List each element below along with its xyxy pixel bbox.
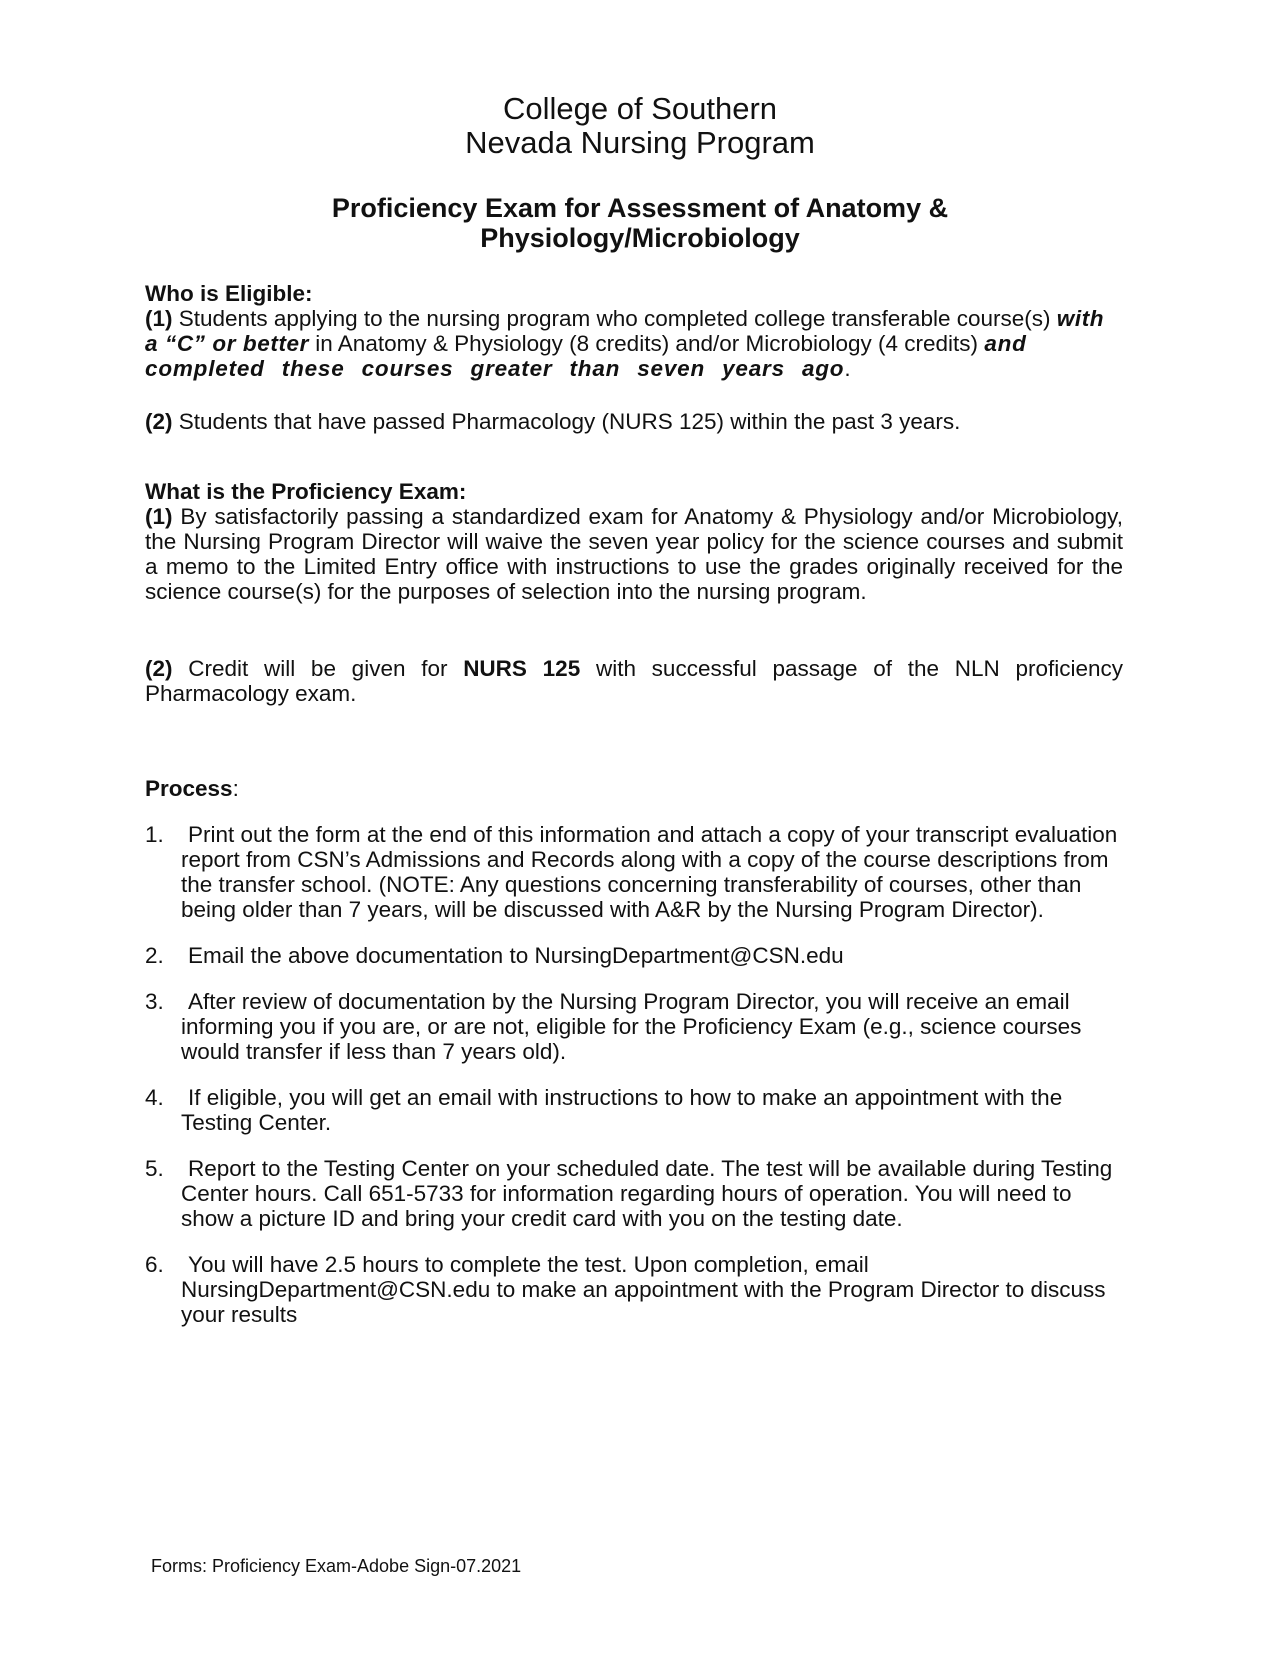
process-step-number: 2.	[145, 943, 164, 968]
eligibility-item-1-number: (1)	[145, 306, 173, 331]
eligibility-item-2-block	[145, 409, 1123, 434]
eligibility-heading: Who is Eligible:	[145, 281, 313, 306]
exam-description-item-2-text-a: Credit will be given for	[172, 656, 464, 681]
exam-description-item-2	[145, 656, 1123, 706]
process-step-number: 3.	[145, 989, 164, 1014]
process-step-text: After review of documentation by the Nursing Program Director, you will receive an email informing you if you are, or are not, eligible for the Proficiency Exam (e.g., science courses would transfer if less than 7 years old).	[181, 989, 1082, 1064]
exam-description-item-1	[145, 504, 1123, 604]
eligibility-item-2-number: (2)	[145, 409, 173, 434]
process-step-text: Email the above documentation to NursingDepartment@CSN.edu	[188, 943, 844, 968]
eligibility-item-1	[145, 306, 1123, 381]
eligibility-grade-requirement: with a “C” or better	[145, 306, 1105, 356]
process-heading-text: Process	[145, 776, 233, 801]
process-step-number: 4.	[145, 1085, 164, 1110]
eligibility-item-1-text-b: in Anatomy & Physiology (8 credits) and/or Microbiology (4 credits)	[309, 331, 985, 356]
document-title-line1: Proficiency Exam for Assessment of Anatomy &	[331, 193, 949, 223]
eligibility-age-requirement: and completed these courses greater than seven years ago	[145, 331, 1027, 381]
form-footer: Forms: Proficiency Exam-Adobe Sign-07.2021	[151, 1556, 522, 1576]
process-step-number: 6.	[145, 1252, 164, 1277]
process-step-number: 5.	[145, 1156, 164, 1181]
process-heading	[145, 776, 239, 801]
eligibility-item-1-text-c: .	[844, 356, 851, 381]
process-step	[145, 822, 1125, 922]
document-title-line2: Physiology/Microbiology	[480, 223, 800, 253]
exam-description-item-2-text-b: with successful passage of the NLN proficiency Pharmacology exam.	[145, 656, 1124, 706]
eligibility-section	[145, 281, 1123, 381]
exam-description-item-1-number: (1)	[145, 504, 173, 529]
exam-description-item-1-text: By satisfactorily passing a standardized exam for Anatomy & Physiology and/or Microbiology, the Nursing Program Director will waive the seven year policy for the science courses and submit a memo to the Limited Entry office with instructions to use the grades originally received for the science course(s) for the purposes of selection into the nursing program.	[145, 504, 1123, 604]
eligibility-item-2	[145, 409, 1123, 434]
eligibility-item-2-text: Students that have passed Pharmacology (NURS 125) within the past 3 years.	[172, 409, 961, 434]
process-heading-colon: :	[232, 776, 239, 801]
nurs-125-course-code: NURS 125	[463, 656, 581, 681]
process-step	[145, 989, 1125, 1064]
exam-description-heading: What is the Proficiency Exam:	[145, 479, 467, 504]
process-step-text: Print out the form at the end of this information and attach a copy of your transcript evaluation report from CSN’s Admissions and Records along with a copy of the course descriptions from the transfer school. (NOTE: Any questions concerning transferability of courses, other than being older than 7 years, will be discussed with A&R by the Nursing Program Director).	[181, 822, 1118, 922]
process-step-number: 1.	[145, 822, 164, 847]
process-step-text: You will have 2.5 hours to complete the test. Upon completion, email NursingDepartment@CSN.edu to make an appointment with the Program Director to discuss your results	[181, 1252, 1106, 1327]
process-step	[145, 1085, 1125, 1135]
process-step-text: Report to the Testing Center on your scheduled date. The test will be available during Testing Center hours. Call 651-5733 for information regarding hours of operation. You will need to show a picture ID and bring your credit card with you on the testing date.	[181, 1156, 1113, 1231]
process-step	[145, 943, 1125, 968]
process-step-text: If eligible, you will get an email with instructions to how to make an appointment with the Testing Center.	[181, 1085, 1063, 1135]
college-name	[0, 92, 1280, 160]
exam-description-item-2-number: (2)	[145, 656, 173, 681]
process-step	[145, 1156, 1125, 1231]
process-step	[145, 1252, 1125, 1327]
college-name-line1: College of Southern	[502, 91, 778, 126]
college-name-line2: Nevada Nursing Program	[465, 125, 815, 160]
eligibility-item-1-text-a: Students applying to the nursing program who completed college transferable course(s)	[172, 306, 1057, 331]
exam-description-item-2-block	[145, 656, 1123, 706]
exam-description-section	[145, 479, 1123, 604]
process-steps-list	[145, 822, 1125, 1348]
document-title	[0, 193, 1280, 253]
